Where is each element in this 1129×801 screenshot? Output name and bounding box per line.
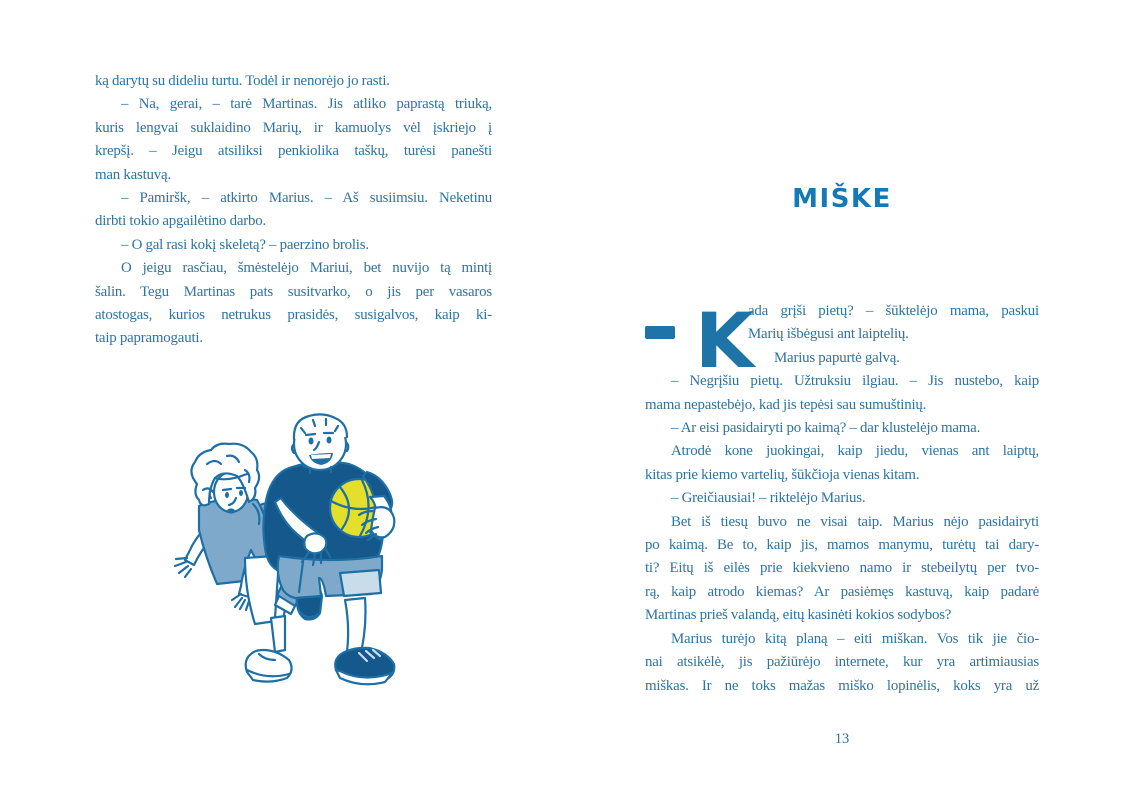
- text-line: taip papramogauti.: [95, 330, 203, 347]
- text-line: Bet iš tiesų buvo ne visai taip. Marius nėjo pasidairyti: [671, 513, 1039, 530]
- text-line: ką darytų su dideliu turtu. Todėl ir nenorėjo jo rasti.: [95, 73, 390, 89]
- right-page: [645, 0, 1039, 801]
- text-line: kuris lengvai suklaidino Marių, ir kamuolys vėl įskriejo į: [95, 119, 492, 136]
- text-line: Marių išbėgusi ant laiptelių.: [748, 326, 909, 343]
- page-number: 13: [834, 731, 850, 747]
- text-line: ti? Eitų iš eilės prie kiekvieno namo ir stebeilytų per tvo-: [645, 560, 1039, 577]
- right-page-text: [645, 370, 1039, 698]
- text-line: rą, kaip atrodo kiemas? Ar pasiėmęs kastuvą, kaip padarė: [645, 583, 1039, 600]
- basketball-illustration: [163, 412, 493, 722]
- text-line: krepšį. – Jeigu atsiliksi penkiolika taškų, turėsi panešti: [95, 143, 492, 160]
- left-page-text: [95, 70, 492, 351]
- text-line: po kaimą. Be to, kaip jis, mamos manymu, turėtų tai dary-: [645, 537, 1039, 554]
- chapter-title: MIŠKE: [792, 184, 892, 214]
- text-line: Martinas prieš valandą, eitų kasinėti kokios sodybos?: [645, 607, 952, 624]
- text-line: – O gal rasi kokį skeletą? – paerzino brolis.: [121, 236, 369, 253]
- right-page-text-block: [645, 296, 1039, 698]
- text-line: mama nepastebėjo, kad jis tepėsi sau sumuštinių.: [645, 396, 927, 413]
- text-line: man kastuvą.: [95, 166, 171, 183]
- drop-lines: [748, 300, 1039, 370]
- text-line: nai atsikėlė, jis pažiūrėjo internete, kur yra artimiausias: [645, 654, 1039, 671]
- text-line: – Negrįšiu pietų. Užtruksiu ilgiau. – Jis nustebo, kaip: [671, 373, 1039, 390]
- text-line: Atrodė kone juokingai, kaip jiedu, vienas ant laiptų,: [671, 443, 1039, 460]
- text-line: – Ar eisi pasidairyti po kaimą? – dar klustelėjo mama.: [671, 420, 981, 437]
- text-line: – Pamiršk, – atkirto Marius. – Aš susiimsiu. Neketinu: [121, 190, 492, 207]
- text-line: Marius papurtė galvą.: [774, 349, 900, 366]
- text-line: dirbti tokio apgailėtino darbo.: [95, 213, 267, 230]
- text-line: miškas. Ir ne toks mažas miško lopinėlis, koks yra už: [645, 677, 1039, 694]
- text-line: atostogas, kurios netrukus prasidės, susigalvos, kaip ki-: [95, 307, 492, 324]
- text-line: Marius turėjo kitą planą – eiti miškan. Vos tik jie čio-: [671, 630, 1039, 647]
- drop-cap-dash: [645, 326, 675, 339]
- text-line: – Greičiausiai! – riktelėjo Marius.: [671, 490, 866, 507]
- drop-cap: [645, 296, 754, 385]
- text-line: – Na, gerai, – tarė Martinas. Jis atliko paprastą triuką,: [121, 96, 492, 113]
- text-line: O jeigu rasčiau, šmėstelėjo Mariui, bet nuvijo tą mintį: [121, 260, 492, 277]
- drop-cap-letter: K: [695, 296, 754, 385]
- text-line: šalin. Tegu Martinas pats susitvarko, o jis per vasaros: [95, 283, 492, 300]
- text-line: ada grįši pietų? – šūktelėjo mama, paskui: [748, 303, 1039, 319]
- text-line: kitas prie kiemo vartelių, šūkčioja vienas kitam.: [645, 466, 920, 483]
